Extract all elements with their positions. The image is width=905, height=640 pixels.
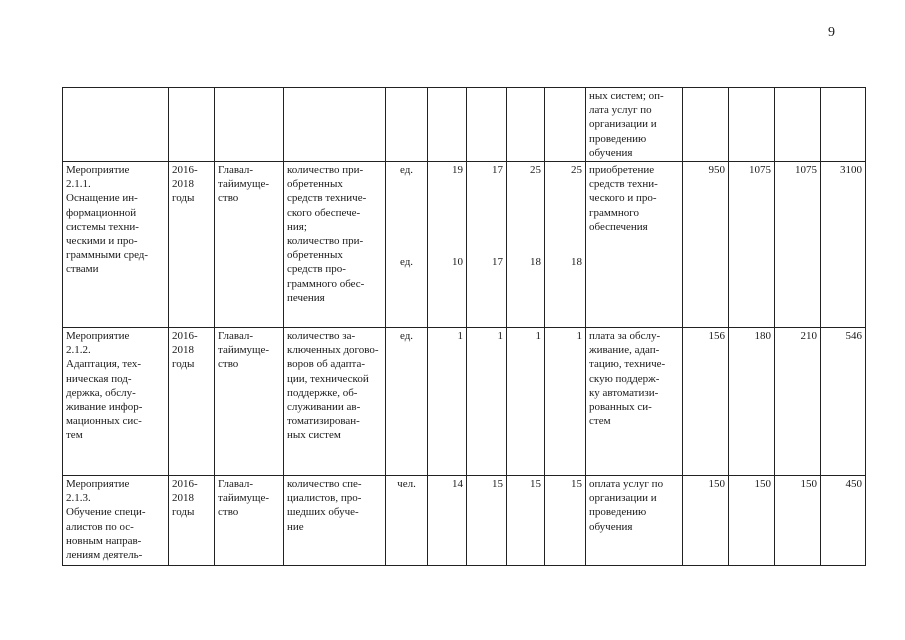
indicator-unit: ед. [386,328,428,476]
funding-year-2: 1075 [729,162,775,328]
cell-empty [284,88,386,162]
cell-empty [428,88,467,162]
indicator-value: 1 [507,328,545,476]
indicator-value-col4 [545,162,586,328]
indicator-value: 1 [467,328,507,476]
indicator-value: 15 [507,476,545,566]
funding-year-3: 1075 [775,162,821,328]
cell-empty [729,88,775,162]
measure-description: приобретение средств техни- ческого и про- граммного обеспечения [586,162,683,328]
measure-description: плата за обслу- живание, адап- тацию, техниче- скую поддерж- ку автоматизи- рованных си- стем [586,328,683,476]
indicator-name: количество за- ключенных догово- воров об адапта- ции, технической поддержке, об- служивании ав- томатизирован- ных систем [284,328,386,476]
table-row [63,162,866,328]
indicator-value: 17 [492,256,503,269]
indicator-value: 15 [545,476,586,566]
funding-year-3: 210 [775,328,821,476]
cell-empty [467,88,507,162]
cell-empty [386,88,428,162]
funding-year-1: 156 [683,328,729,476]
funding-year-3: 150 [775,476,821,566]
event-period: 2016- 2018 годы [169,162,215,328]
page-number: 9 [828,25,835,40]
cell-empty [169,88,215,162]
cell-empty [507,88,545,162]
funding-total: 546 [821,328,866,476]
event-executor: Главал- тайимуще- ство [215,328,284,476]
cell-empty [63,88,169,162]
indicator-name: количество при- обретенных средств про- граммного обес- печения [287,235,365,304]
continuation-row [63,88,866,162]
cell-empty [683,88,729,162]
indicator-value: 1 [428,328,467,476]
event-period: 2016- 2018 годы [169,476,215,566]
funding-year-2: 180 [729,328,775,476]
event-name: Мероприятие 2.1.1. Оснащение ин- формационной системы техни- ческими и про- граммными сред- ствами [63,162,169,328]
funding-total: 450 [821,476,866,566]
indicator-value: 19 [452,164,463,177]
indicator-value: 15 [467,476,507,566]
indicator-units [386,162,428,328]
event-executor: Главал- тайимуще- ство [215,162,284,328]
measure-description: ных систем; оп- лата услуг по организации и проведению обучения [586,88,683,162]
indicator-value: 1 [545,328,586,476]
measure-description: оплата услуг по организации и проведению обучения [586,476,683,566]
cell-empty [821,88,866,162]
indicator-value-col3 [507,162,545,328]
event-executor: Главал- тайимуще- ство [215,476,284,566]
indicator-value: 18 [571,256,582,269]
event-name: Мероприятие 2.1.3. Обучение специ- алистов по ос- новным направ- лениям деятель- [63,476,169,566]
indicator-value: 18 [530,256,541,269]
indicator-value-col2 [467,162,507,328]
indicator-unit: ед. [399,164,414,177]
cell-empty [775,88,821,162]
table-row [63,328,866,476]
cell-empty [545,88,586,162]
indicator-value-col1 [428,162,467,328]
indicator-names [284,162,386,328]
indicator-unit: ед. [399,256,414,269]
event-name: Мероприятие 2.1.2. Адаптация, тех- ническая под- держка, обслу- живание инфор- мационных сис- тем [63,328,169,476]
indicator-value: 25 [571,164,582,177]
funding-year-1: 950 [683,162,729,328]
indicator-value: 25 [530,164,541,177]
indicator-value: 14 [428,476,467,566]
funding-year-1: 150 [683,476,729,566]
indicator-name: количество при- обретенных средств техниче- ского обеспече- ния; [287,164,367,233]
indicator-unit: чел. [386,476,428,566]
indicator-name: количество спе- циалистов, про- шедших обуче- ние [284,476,386,566]
table-row [63,476,866,566]
funding-total: 3100 [821,162,866,328]
cell-empty [215,88,284,162]
event-period: 2016- 2018 годы [169,328,215,476]
program-measures-table [62,87,866,566]
funding-year-2: 150 [729,476,775,566]
indicator-value: 10 [452,256,463,269]
indicator-value: 17 [492,164,503,177]
